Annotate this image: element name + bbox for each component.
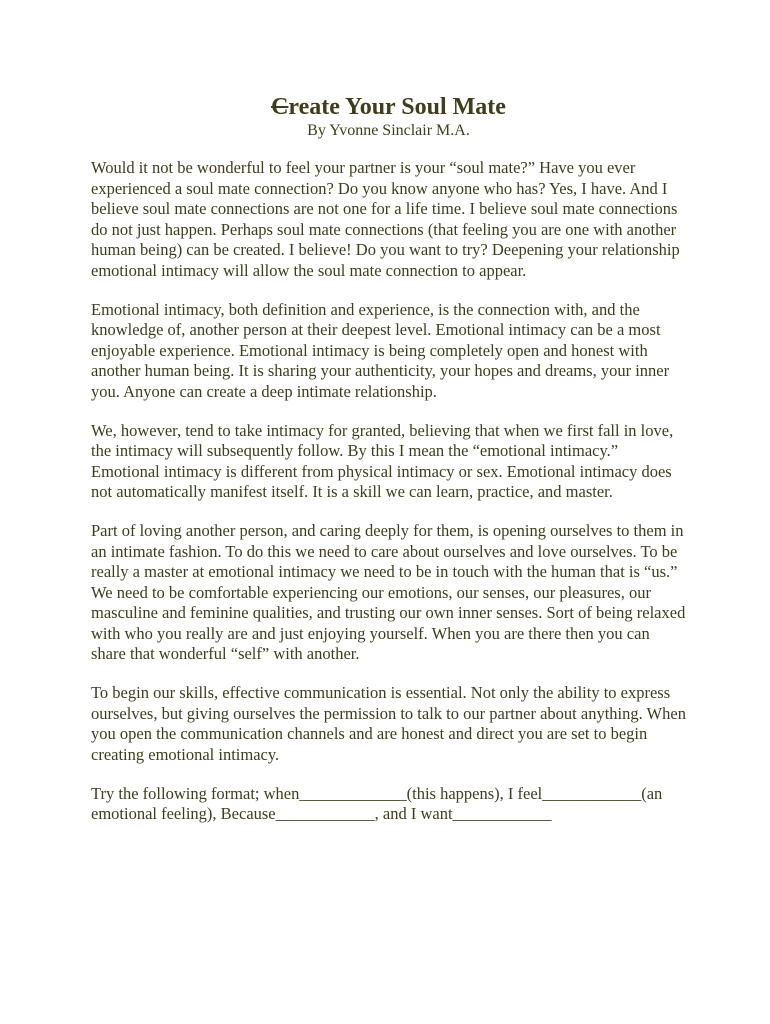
title-text: reate Your Soul Mate xyxy=(288,94,506,120)
paragraph-loving-another: Part of loving another person, and caring deeply for them, is opening ourselves to them in an intimate fashion. To do this we need to care about ourselves and love ourselves. To be really a master at emotional intimacy we need to be in touch with the human that is “us.” We need to be comfortable experiencing our emotions, our senses, our pleasures, our masculine and feminine qualities, and trusting our own inner senses. Sort of being relaxed with who you really are and just enjoying yourself. When you are there then you can share that wonderful “self” with another. xyxy=(91,521,686,663)
author-byline: By Yvonne Sinclair M.A. xyxy=(307,122,470,139)
paragraph-soul-mate-intro: Would it not be wonderful to feel your partner is your “soul mate?” Have you ever experienced a soul mate connection? Do you know anyone who has? Yes, I have. And I believe soul mate connections are not one for a life time. I believe soul mate connections do not just happen. Perhaps soul mate connections (that feeling you are one with another human being) can be created. I believe! Do you want to try? Deepening your relationship emotional intimacy will allow the soul mate connection to appear. xyxy=(91,158,680,280)
paragraph-communication: To begin our skills, effective communication is essential. Not only the ability to express ourselves, but giving ourselves the permission to talk to our partner about anything. When you open the communication channels and are honest and direct you are set to begin creating emotional intimacy. xyxy=(91,683,686,764)
paragraph-emotional-intimacy-definition: Emotional intimacy, both definition and experience, is the connection with, and the knowledge of, another person at their deepest level. Emotional intimacy can be a most enjoyable experience. Emotional intimacy is being completely open and honest with another human being. It is sharing your authenticity, your hopes and dreams, your inner you. Anyone can create a deep intimate relationship. xyxy=(91,299,670,401)
document-body xyxy=(91,93,686,825)
document-title xyxy=(91,93,686,121)
title-first-letter: C xyxy=(271,94,289,120)
paragraph-format-exercise: Try the following format; when_____________(this happens), I feel____________(an emotional feeling), Because____________, and I want____________ xyxy=(91,783,663,823)
paragraph-intimacy-granted: We, however, tend to take intimacy for granted, believing that when we first fall in love, the intimacy will subsequently follow. By this I mean the “emotional intimacy.” Emotional intimacy is different from physical intimacy or sex. Emotional intimacy does not automatically manifest itself. It is a skill we can learn, practice, and master. xyxy=(91,420,674,501)
